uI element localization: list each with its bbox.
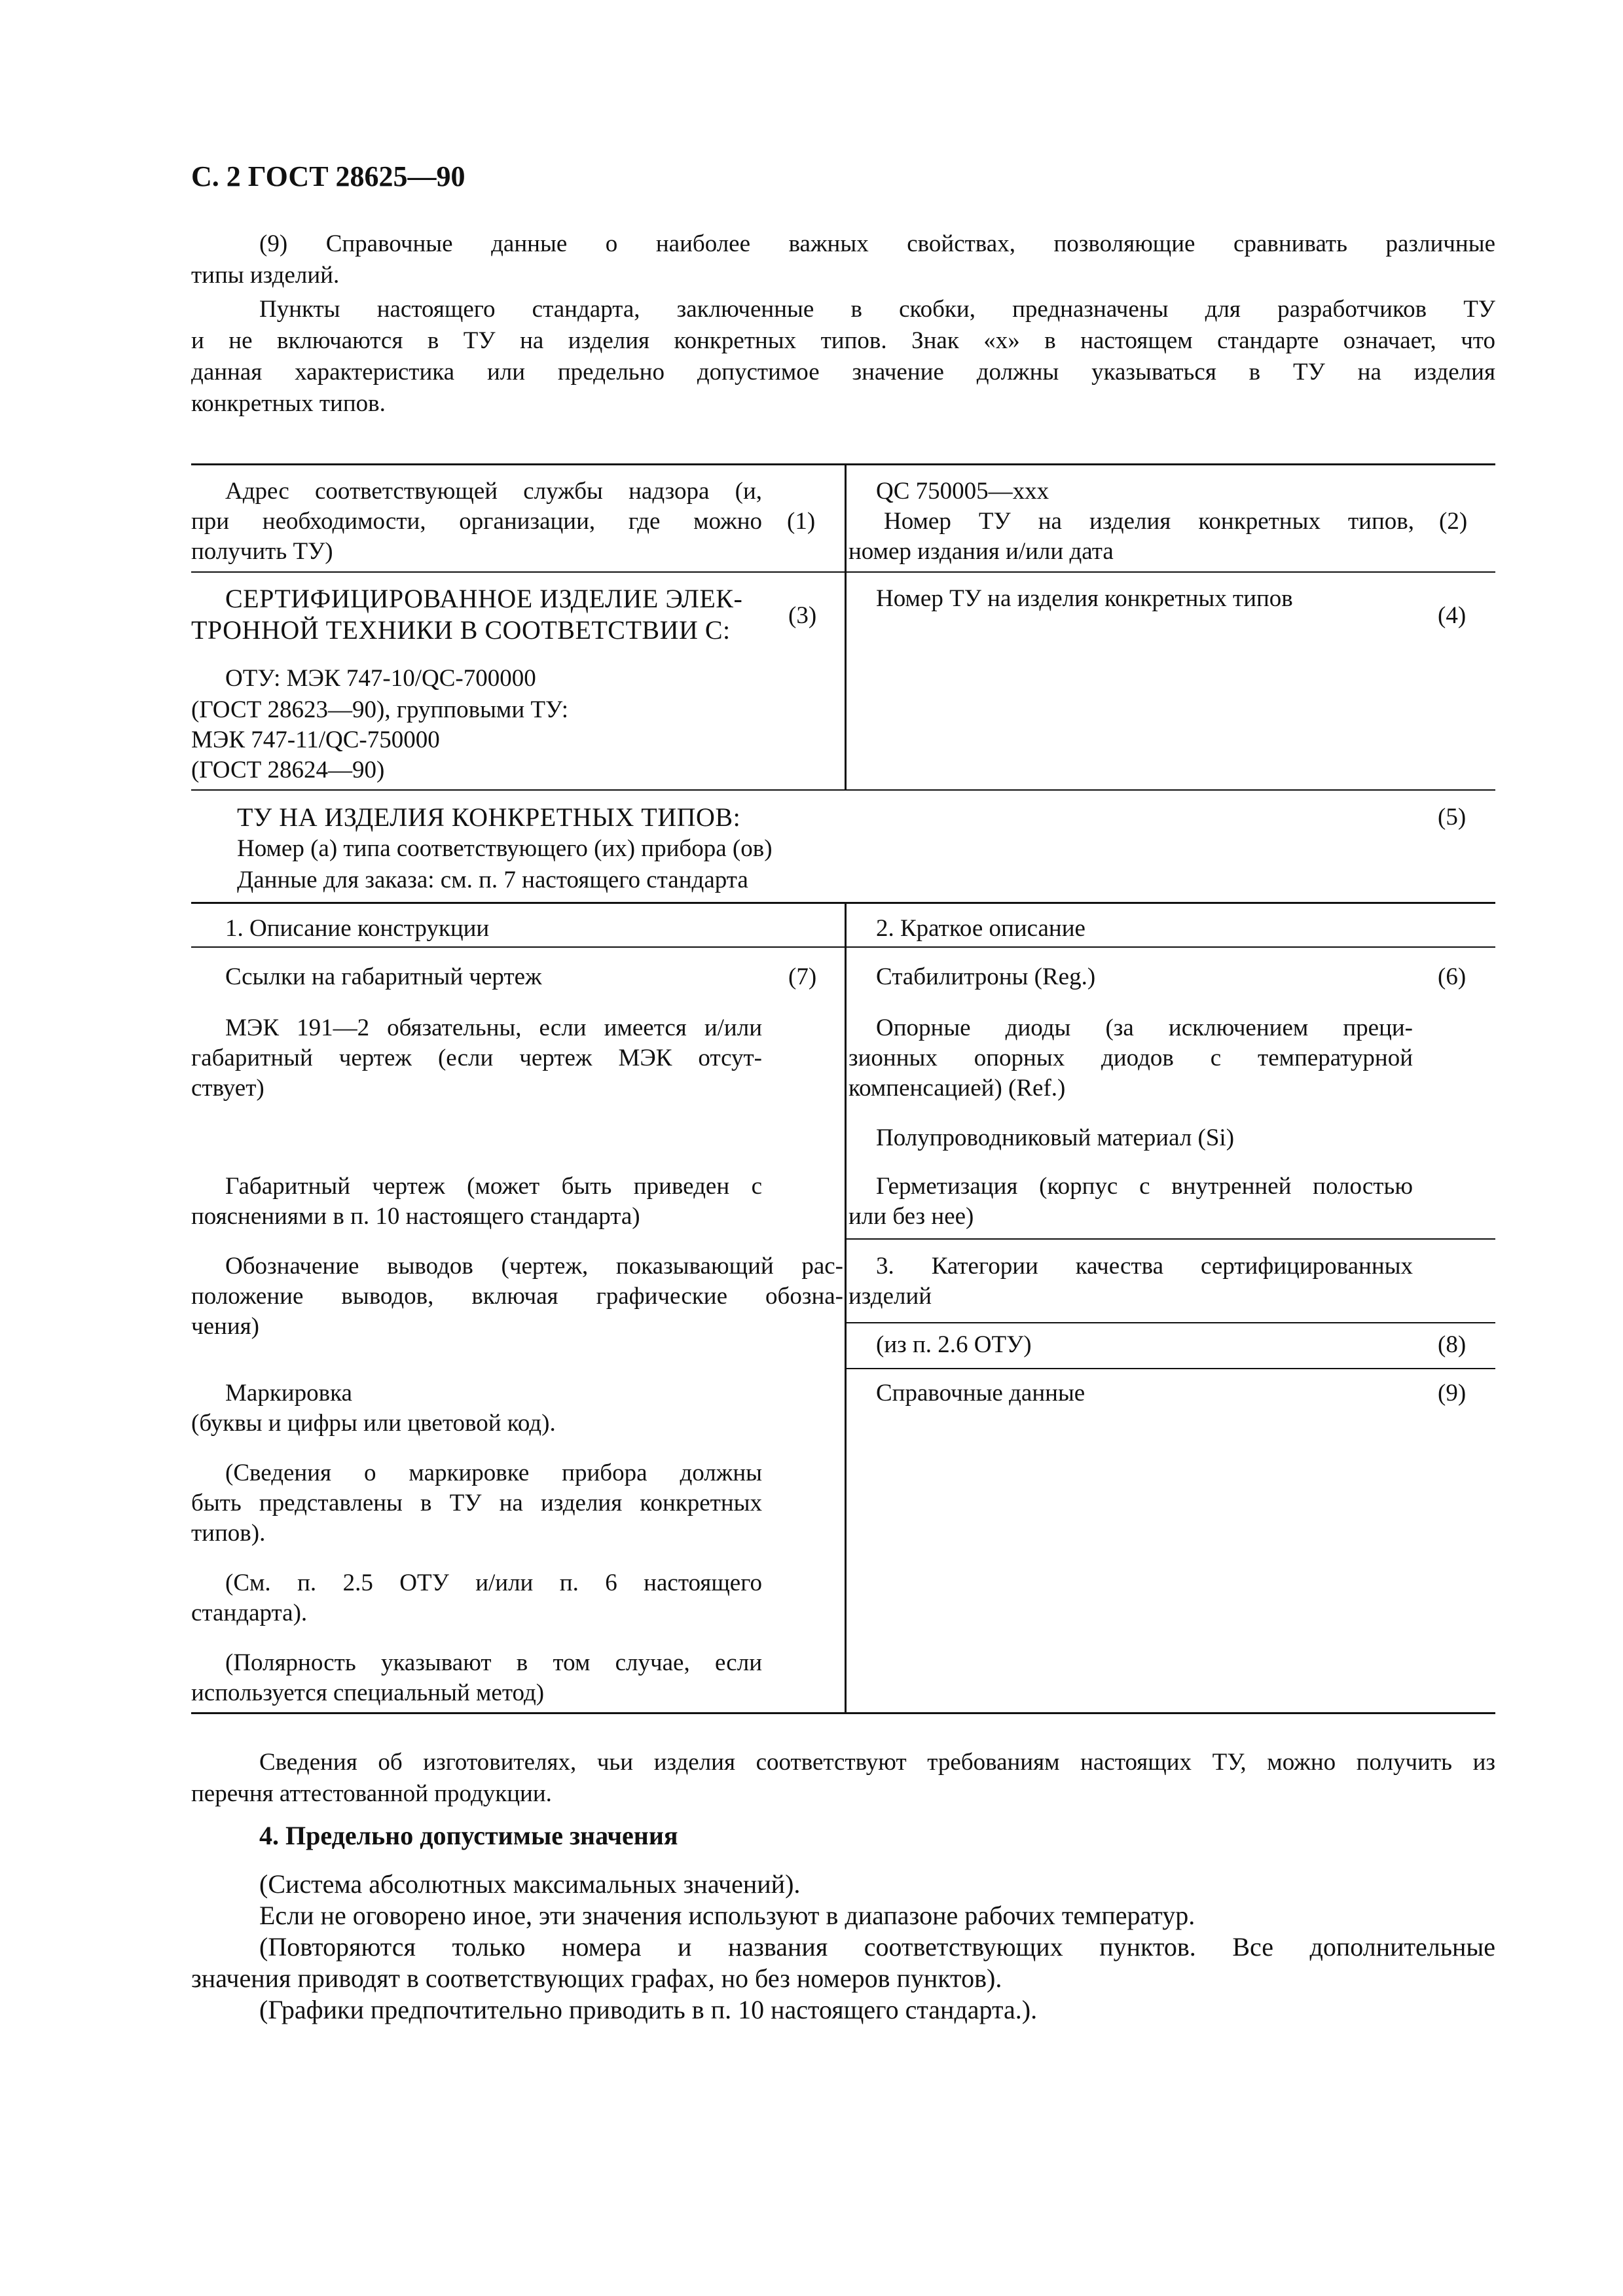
table-top-rule — [191, 463, 1495, 465]
right-iz-number: (8) — [1438, 1331, 1467, 1358]
cell2-line1: QC 750005—xxx — [876, 478, 1049, 505]
section4-p4: (Графики предпочтительно приводить в п. 10 настоящего стандарта.). — [259, 1995, 1038, 2024]
cell3-line1: СЕРТИФИЦИРОВАННОЕ ИЗДЕЛИЕ ЭЛЕК- — [225, 584, 743, 613]
intro-p2-line1: Пункты настоящего стандарта, заключенные в скобки, предназначены для разработчиков ТУ — [259, 296, 1495, 323]
cell1-line3: получить ТУ) — [191, 538, 333, 565]
left-mek-line1: МЭК 191—2 обязательны, если имеется и/или — [225, 1014, 762, 1041]
after-line1: Сведения об изготовителях, чьи изделия соответствуют требованиям настоящих ТУ, можно получить из — [259, 1749, 1495, 1776]
cell2-number: (2) — [1439, 508, 1468, 535]
cell3b-line2: (ГОСТ 28623—90), групповыми ТУ: — [191, 696, 569, 723]
table-rule-2 — [191, 789, 1495, 791]
cell4-line1: Номер ТУ на изделия конкретных типов — [876, 585, 1293, 612]
left-obz-line3: чения) — [191, 1313, 259, 1340]
section4-p2: Если не оговорено иное, эти значения используют в диапазоне рабочих температур. — [259, 1901, 1195, 1930]
left-sm-line1: (См. п. 2.5 ОТУ и/или п. 6 настоящего — [225, 1570, 762, 1596]
right-op-line3: компенсацией) (Ref.) — [848, 1075, 1066, 1102]
cell3b-line3: МЭК 747-11/QC-750000 — [191, 726, 440, 753]
page-header: С. 2 ГОСТ 28625—90 — [191, 160, 465, 192]
table-divider-lower — [845, 902, 847, 1713]
cell3-line2: ТРОННОЙ ТЕХНИКИ В СООТВЕТСТВИИ С: — [191, 615, 731, 645]
cell1-number: (1) — [787, 508, 816, 535]
left-mark-line1: Маркировка — [225, 1380, 352, 1407]
right-cat-line2: изделий — [848, 1283, 932, 1310]
intro-p2-line2: и не включаются в ТУ на изделия конкретных типов. Знак «x» в настоящем стандарте означает, что — [191, 327, 1495, 354]
cell5-number: (5) — [1438, 804, 1467, 831]
cell5-line1: ТУ НА ИЗДЕЛИЯ КОНКРЕТНЫХ ТИПОВ: — [237, 802, 741, 832]
section4-p1: (Система абсолютных максимальных значений). — [259, 1869, 801, 1899]
cell5-line3: Данные для заказа: см. п. 7 настоящего стандарта — [237, 867, 748, 893]
intro-p2-line4: конкретных типов. — [191, 390, 386, 417]
left-ref: Ссылки на габаритный чертеж — [225, 963, 542, 990]
cell4-number: (4) — [1438, 602, 1467, 629]
cell2-line2: Номер ТУ на изделия конкретных типов, — [884, 508, 1414, 535]
table-rule-3 — [191, 902, 1495, 904]
left-ref-number: (7) — [788, 963, 817, 990]
right-cat-line1: 3. Категории качества сертифицированных — [876, 1253, 1413, 1280]
left-mek-line2: габаритный чертеж (если чертеж МЭК отсут- — [191, 1045, 762, 1071]
after-line2: перечня аттестованной продукции. — [191, 1780, 552, 1807]
right-heading: 2. Краткое описание — [876, 915, 1085, 942]
left-sv-line3: типов). — [191, 1520, 266, 1547]
section4-title: 4. Предельно допустимые значения — [259, 1821, 678, 1850]
cell1-line2: при необходимости, организации, где можно — [191, 508, 762, 535]
table-rule-1 — [191, 571, 1495, 573]
left-sv-line2: быть представлены в ТУ на изделия конкретных — [191, 1490, 762, 1516]
right-stab: Стабилитроны (Reg.) — [876, 963, 1096, 990]
cell1-line1: Адрес соответствующей службы надзора (и, — [225, 478, 762, 505]
table-divider-upper — [845, 463, 847, 791]
left-obz-line2: положение выводов, включая графические обозна- — [191, 1283, 843, 1310]
table-rule-right-2 — [845, 1322, 1495, 1323]
intro-p2-line3: данная характеристика или предельно допустимое значение должны указываться в ТУ на изделия — [191, 359, 1495, 386]
left-sv-line1: (Сведения о маркировке прибора должны — [225, 1460, 762, 1486]
table-rule-4 — [191, 946, 1495, 948]
cell3b-line1: ОТУ: МЭК 747-10/QC-700000 — [225, 665, 536, 692]
table-rule-right-1 — [845, 1238, 1495, 1240]
left-gab-line1: Габаритный чертеж (может быть приведен с — [225, 1173, 762, 1200]
intro-p1-line2: типы изделий. — [191, 262, 340, 289]
table-rule-right-3 — [845, 1368, 1495, 1369]
cell5-line2: Номер (а) типа соответствующего (их) прибора (ов) — [237, 835, 773, 862]
left-pol-line2: используется специальный метод) — [191, 1679, 545, 1706]
left-mek-line3: ствует) — [191, 1075, 264, 1102]
right-iz: (из п. 2.6 ОТУ) — [876, 1331, 1032, 1358]
cell3-number: (3) — [788, 602, 817, 629]
right-material: Полупроводниковый материал (Si) — [876, 1124, 1235, 1151]
section4-p3-line2: значения приводят в соответствующих графах, но без номеров пунктов). — [191, 1964, 1002, 1993]
left-mark-line2: (буквы и цифры или цветовой код). — [191, 1410, 556, 1437]
left-obz-line1: Обозначение выводов (чертеж, показывающий рас- — [225, 1253, 843, 1280]
left-heading: 1. Описание конструкции — [225, 915, 490, 942]
right-germ-line1: Герметизация (корпус с внутренней полостью — [876, 1173, 1413, 1200]
right-sprav: Справочные данные — [876, 1380, 1085, 1407]
left-pol-line1: (Полярность указывают в том случае, если — [225, 1649, 762, 1676]
right-germ-line2: или без нее) — [848, 1203, 974, 1230]
right-sprav-number: (9) — [1438, 1380, 1467, 1407]
right-stab-number: (6) — [1438, 963, 1467, 990]
right-op-line2: зионных опорных диодов с температурной — [848, 1045, 1413, 1071]
left-gab-line2: пояснениями в п. 10 настоящего стандарта) — [191, 1203, 640, 1230]
left-sm-line2: стандарта). — [191, 1600, 308, 1626]
right-op-line1: Опорные диоды (за исключением преци- — [876, 1014, 1413, 1041]
table-bottom-rule — [191, 1712, 1495, 1714]
section4-p3-line1: (Повторяются только номера и названия соответствующих пунктов. Все дополнительные — [259, 1932, 1495, 1962]
intro-p1-line1: (9) Справочные данные о наиболее важных свойствах, позволяющие сравнивать различные — [259, 230, 1495, 257]
cell2-line3: номер издания и/или дата — [848, 538, 1114, 565]
cell3b-line4: (ГОСТ 28624—90) — [191, 757, 385, 783]
